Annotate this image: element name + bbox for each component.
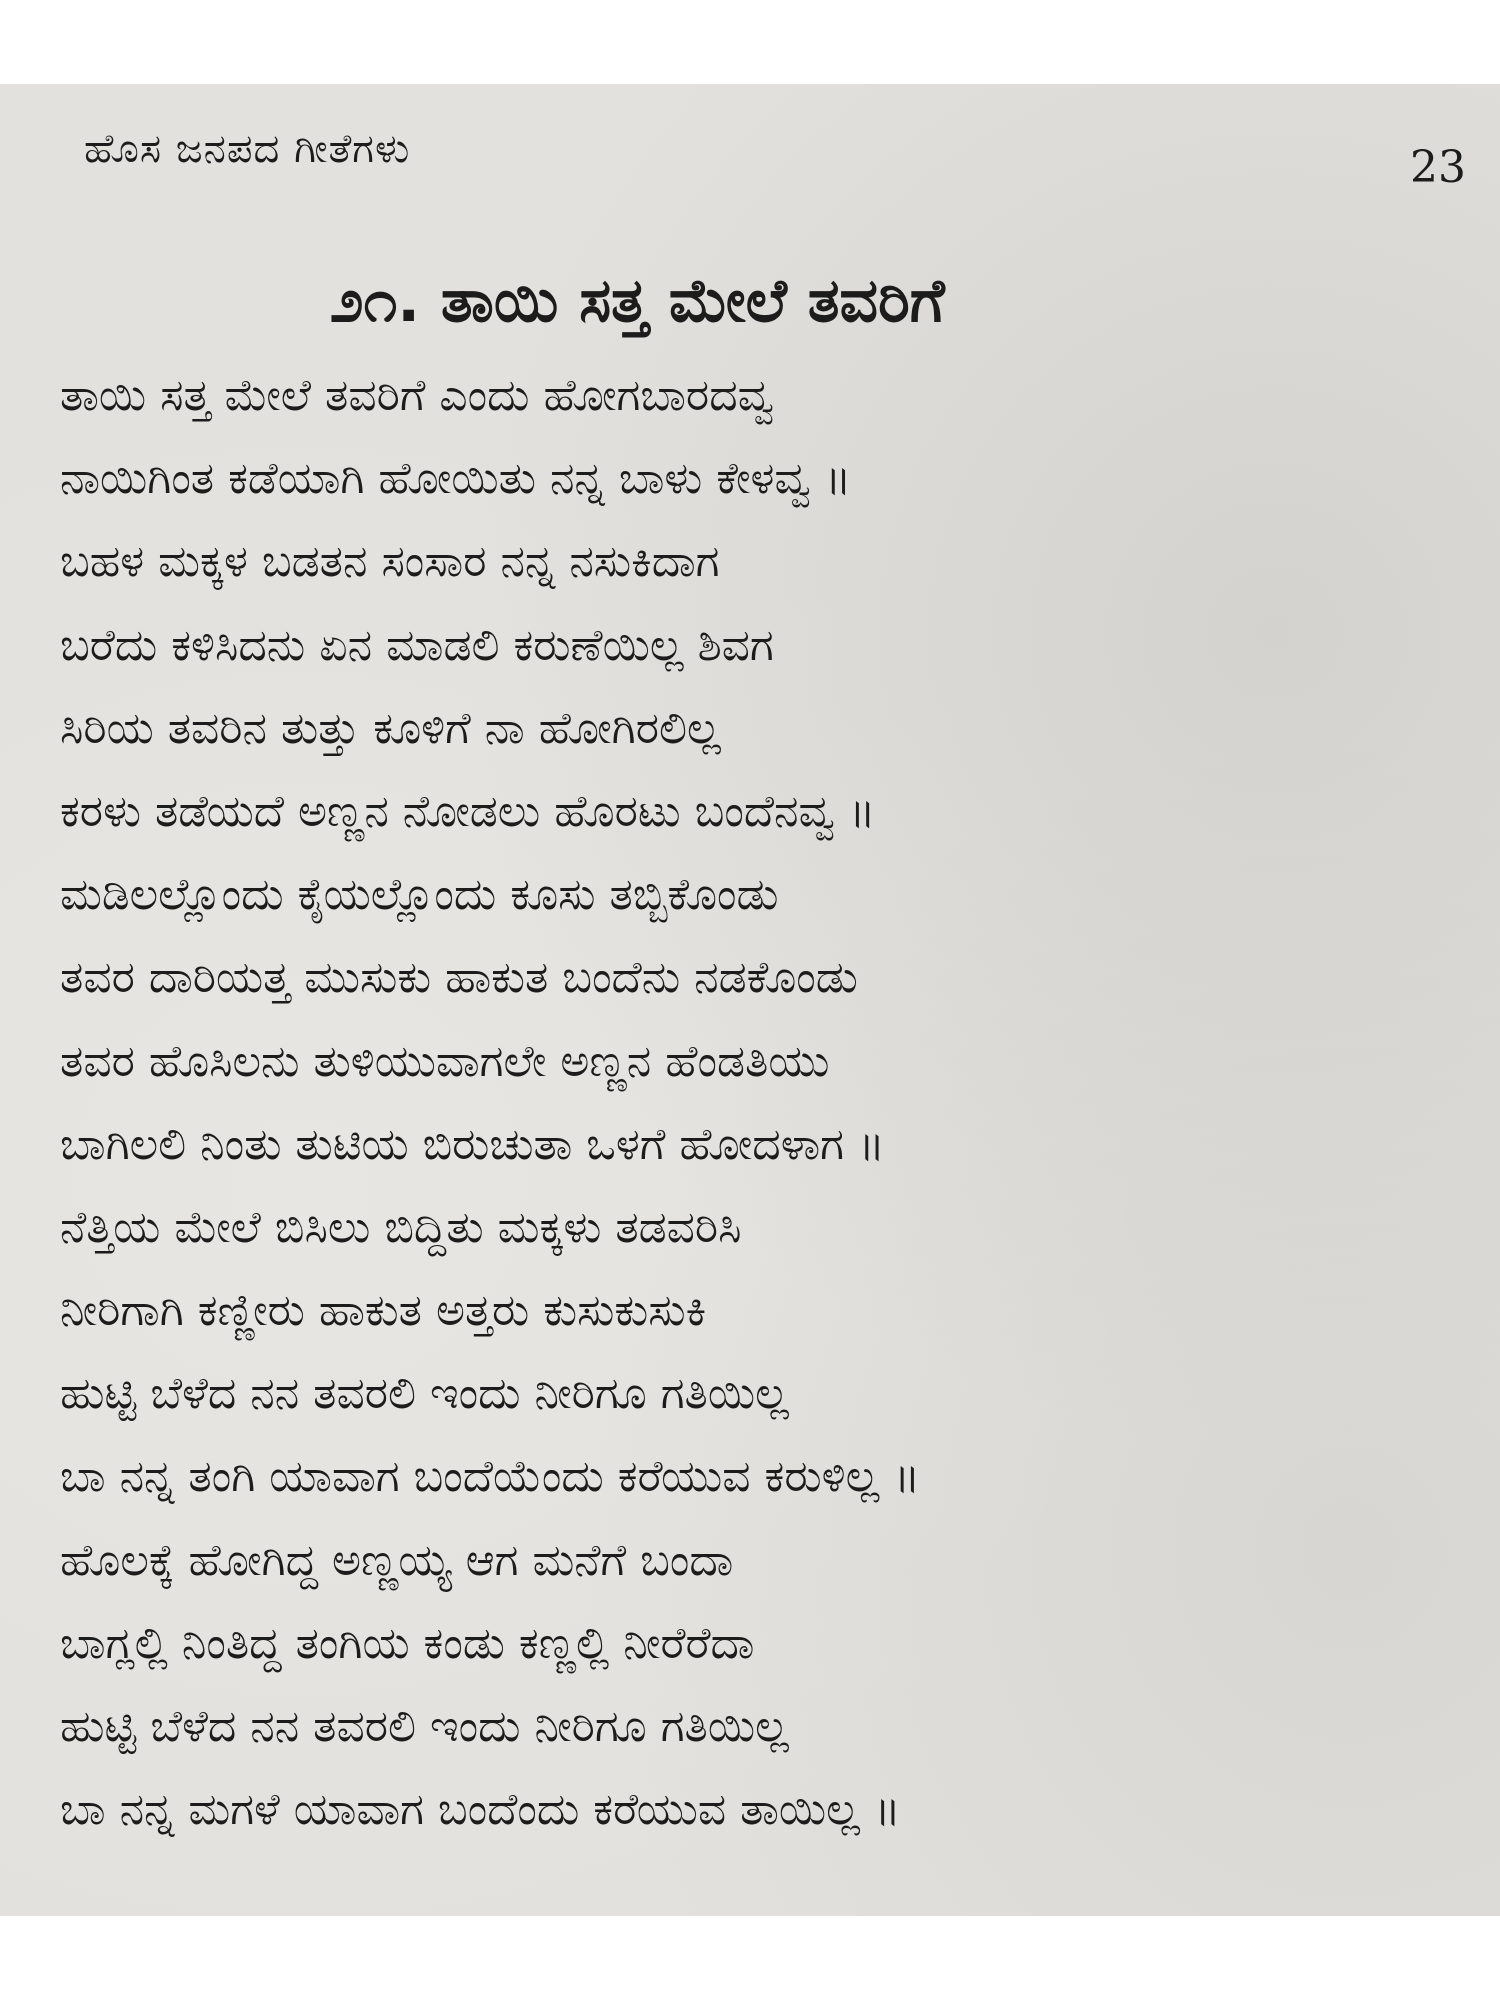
poem-line: ಹುಟ್ಟಿ ಬೆಳೆದ ನನ ತವರಲಿ ಇಂದು ನೀರಿಗೂ ಗತಿಯಿಲ್ಲ [60, 1701, 789, 1752]
poem-line: ತವರ ಹೊಸಿಲನು ತುಳಿಯುವಾಗಲೇ ಅಣ್ಣನ ಹೆಂಡತಿಯು [60, 1035, 830, 1087]
poem-line: ಬಹಳ ಮಕ್ಕಳ ಬಡತನ ಸಂಸಾರ ನನ್ನ ನಸುಕಿದಾಗ [60, 536, 720, 588]
poem-line: ಹೊಲಕ್ಕೆ ಹೋಗಿದ್ದ ಅಣ್ಣಯ್ಯ ಆಗ ಮನೆಗೆ ಬಂದಾ [60, 1534, 734, 1586]
poem-line: ಹುಟ್ಟಿ ಬೆಳೆದ ನನ ತವರಲಿ ಇಂದು ನೀರಿಗೂ ಗತಿಯಿಲ್ಲ [60, 1368, 789, 1420]
poem-line: ಬರೆದು ಕಳಿಸಿದನು ಏನ ಮಾಡಲಿ ಕರುಣೆಯಿಲ್ಲ ಶಿವಗ [60, 619, 774, 671]
poem-line: ಬಾಗಿಲಲಿ ನಿಂತು ತುಟಿಯ ಬಿರುಚುತಾ ಒಳಗೆ ಹೋದಳಾಗ ॥ [60, 1118, 885, 1170]
poem-line: ಬಾ ನನ್ನ ತಂಗಿ ಯಾವಾಗ ಬಂದೆಯೆಂದು ಕರೆಯುವ ಕರುಳಿಲ್ಲ ॥ [60, 1451, 921, 1503]
poem-body [60, 354, 1440, 1851]
poem-line: ಸಿರಿಯ ತವರಿನ ತುತ್ತು ಕೂಳಿಗೆ ನಾ ಹೋಗಿರಲಿಲ್ಲ [60, 702, 721, 754]
poem-line: ನೀರಿಗಾಗಿ ಕಣ್ಣೀರು ಹಾಕುತ ಅತ್ತರು ಕುಸುಕುಸುಕಿ [60, 1285, 707, 1337]
poem-title: ೨೧. ತಾಯಿ ಸತ್ತ ಮೇಲೆ ತವರಿಗೆ [330, 266, 945, 336]
poem-line: ತವರ ದಾರಿಯತ್ತ ಮುಸುಕು ಹಾಕುತ ಬಂದೆನು ನಡಕೊಂಡು [60, 952, 858, 1004]
poem-line: ಬಾಗ್ಲಲ್ಲಿ ನಿಂತಿದ್ದ ತಂಗಿಯ ಕಂಡು ಕಣ್ಣಲ್ಲಿ ನೀರೆರೆದಾ [60, 1617, 755, 1669]
poem-line: ಕರಳು ತಡೆಯದೆ ಅಣ್ಣನ ನೋಡಲು ಹೊರಟು ಬಂದೆನವ್ವ ॥ [60, 785, 876, 837]
poem-line: ನಾಯಿಗಿಂತ ಕಡೆಯಾಗಿ ಹೋಯಿತು ನನ್ನ ಬಾಳು ಕೇಳವ್ವ ॥ [60, 453, 852, 505]
poem-line: ಮಡಿಲಲ್ಲೊಂದು ಕೈಯಲ್ಲೊಂದು ಕೂಸು ತಬ್ಬಿಕೊಂಡು [60, 869, 779, 921]
running-title: ಹೊಸ ಜನಪದ ಗೀತೆಗಳು [84, 126, 411, 172]
poem-line: ತಾಯಿ ಸತ್ತ ಮೇಲೆ ತವರಿಗೆ ಎಂದು ಹೋಗಬಾರದವ್ವ [60, 370, 774, 421]
poem-line: ನೆತ್ತಿಯ ಮೇಲೆ ಬಿಸಿಲು ಬಿದ್ದಿತು ಮಕ್ಕಳು ತಡವರಿಸಿ [60, 1201, 742, 1253]
book-page [0, 84, 1500, 1916]
page-number: 23 [1410, 142, 1466, 193]
poem-line: ಬಾ ನನ್ನ ಮಗಳೆ ಯಾವಾಗ ಬಂದೆಂದು ಕರೆಯುವ ತಾಯಿಲ್ಲ ॥ [60, 1784, 901, 1836]
